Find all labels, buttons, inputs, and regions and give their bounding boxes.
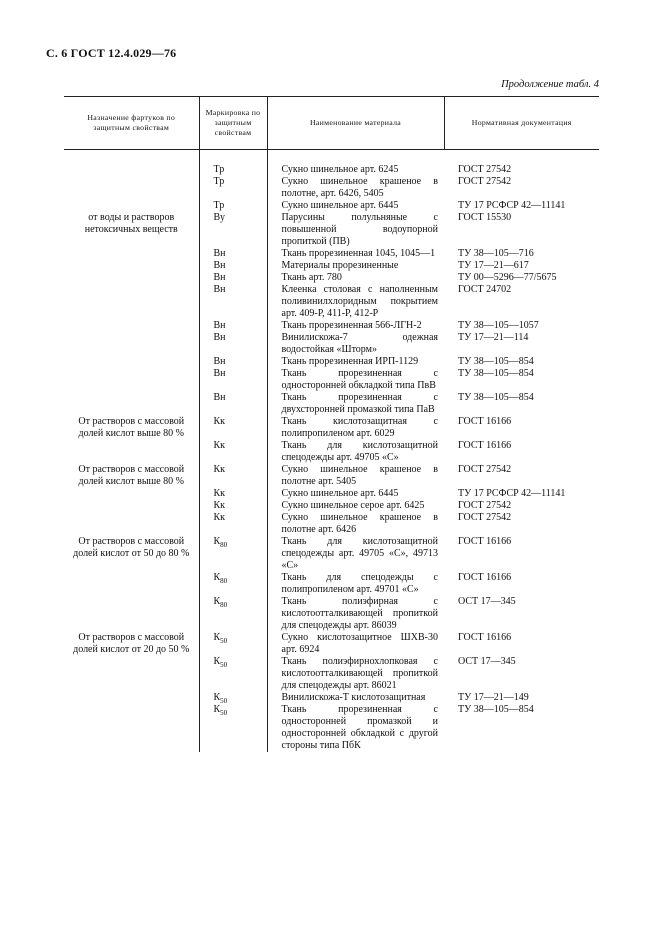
cell-marking bbox=[199, 356, 267, 368]
table-row bbox=[64, 392, 599, 416]
marking-code: К bbox=[213, 632, 221, 643]
table-row bbox=[64, 416, 599, 440]
table-row bbox=[64, 272, 599, 284]
table-row bbox=[64, 368, 599, 392]
cell-purpose bbox=[64, 596, 199, 632]
table-row bbox=[64, 632, 599, 656]
cell-documentation: ГОСТ 16166 bbox=[458, 632, 512, 643]
marking-code: К bbox=[213, 656, 221, 667]
table-row bbox=[64, 164, 599, 176]
table-row bbox=[64, 284, 599, 320]
cell-documentation: ГОСТ 16166 bbox=[458, 416, 512, 427]
cell-material: Винилискожа-7 одежная водостойкая «Шторм» bbox=[267, 332, 444, 356]
cell-material: Ткань прорезиненная с двухсторонней промазкой типа ПаВ bbox=[267, 392, 444, 416]
marking-code: Кк bbox=[213, 512, 226, 523]
cell-material: Ткань прорезиненная с односторонней промазкой и односторонней обкладкой с другой стороны типа ПбК bbox=[267, 704, 444, 752]
cell-purpose bbox=[64, 572, 199, 596]
cell-material: Сукно шинельное крашеное в полотне арт. 5405 bbox=[267, 464, 444, 488]
cell-marking bbox=[199, 272, 267, 284]
cell-marking bbox=[199, 176, 267, 200]
cell-documentation: ГОСТ 24702 bbox=[458, 284, 512, 295]
marking-code: Ву bbox=[213, 212, 226, 223]
marking-subscript: 50 bbox=[220, 709, 228, 717]
cell-marking bbox=[199, 692, 267, 704]
cell-marking bbox=[199, 212, 267, 248]
table-row bbox=[64, 692, 599, 704]
marking-code: Вн bbox=[213, 392, 226, 403]
column-header-purpose: Назначение фартуков по защитным свойствам bbox=[64, 97, 199, 150]
table-row bbox=[64, 356, 599, 368]
cell-marking bbox=[199, 284, 267, 320]
cell-documentation: ГОСТ 27542 bbox=[458, 512, 512, 523]
cell-marking bbox=[199, 200, 267, 212]
marking-code: К bbox=[213, 536, 221, 547]
table-body bbox=[64, 150, 599, 753]
table-row bbox=[64, 488, 599, 500]
table-row bbox=[64, 536, 599, 572]
cell-marking bbox=[199, 416, 267, 440]
cell-documentation: ГОСТ 15530 bbox=[458, 212, 512, 223]
cell-purpose bbox=[64, 260, 199, 272]
marking-code: Вн bbox=[213, 248, 226, 259]
table-row bbox=[64, 440, 599, 464]
marking-subscript: 50 bbox=[220, 697, 228, 705]
cell-purpose bbox=[64, 176, 199, 200]
column-header-material: Наименование материала bbox=[267, 97, 444, 150]
cell-purpose bbox=[64, 488, 199, 500]
table-row bbox=[64, 248, 599, 260]
cell-material: Ткань для кислотозащитной спецодежды арт. 49705 «С» bbox=[267, 440, 444, 464]
cell-marking bbox=[199, 488, 267, 500]
cell-marking bbox=[199, 512, 267, 536]
cell-documentation: ТУ 38—105—854 bbox=[458, 392, 534, 403]
table-row bbox=[64, 320, 599, 332]
marking-subscript: 80 bbox=[220, 601, 228, 609]
cell-material: Парусины полульняные с повышенной водоупорной пропиткой (ПВ) bbox=[267, 212, 444, 248]
marking-code: К bbox=[213, 596, 221, 607]
cell-material: Ткань полиэфирная с кислотоотталкивающей пропиткой для спецодежды арт. 86039 bbox=[267, 596, 444, 632]
cell-purpose bbox=[64, 500, 199, 512]
cell-documentation: ТУ 38—105—716 bbox=[458, 248, 534, 259]
cell-purpose bbox=[64, 332, 199, 356]
table-continuation-label: Продолжение табл. 4 bbox=[501, 79, 599, 90]
cell-material: Сукно кислотозащитное ШХВ-30 арт. 6924 bbox=[267, 632, 444, 656]
column-header-documentation: Нормативная документация bbox=[444, 97, 599, 150]
table-row bbox=[64, 656, 599, 692]
cell-documentation: ТУ 38—105—854 bbox=[458, 368, 534, 379]
cell-marking bbox=[199, 464, 267, 488]
cell-purpose bbox=[64, 356, 199, 368]
marking-code: Вн bbox=[213, 356, 226, 367]
cell-marking bbox=[199, 332, 267, 356]
cell-marking bbox=[199, 572, 267, 596]
cell-marking bbox=[199, 392, 267, 416]
cell-purpose bbox=[64, 392, 199, 416]
cell-marking bbox=[199, 632, 267, 656]
marking-code: Кк bbox=[213, 500, 226, 511]
marking-code: К bbox=[213, 692, 221, 703]
cell-purpose: От растворов с массовой долей кислот выше 80 % bbox=[78, 464, 185, 487]
table-row bbox=[64, 572, 599, 596]
marking-subscript: 50 bbox=[220, 637, 228, 645]
table-row bbox=[64, 176, 599, 200]
cell-documentation: ГОСТ 16166 bbox=[458, 440, 512, 451]
cell-purpose bbox=[64, 440, 199, 464]
cell-purpose bbox=[64, 164, 199, 176]
cell-purpose bbox=[64, 284, 199, 320]
marking-code: Вн bbox=[213, 284, 226, 295]
marking-subscript: 80 bbox=[220, 541, 228, 549]
cell-documentation: ГОСТ 27542 bbox=[458, 176, 512, 187]
table-row bbox=[64, 200, 599, 212]
cell-material: Сукно шинельное арт. 6245 bbox=[267, 164, 444, 176]
cell-documentation: ТУ 17—21—114 bbox=[458, 332, 529, 343]
marking-code: Вн bbox=[213, 320, 226, 331]
cell-marking bbox=[199, 164, 267, 176]
cell-documentation: ТУ 00—5296—77/5675 bbox=[458, 272, 557, 283]
cell-documentation: ГОСТ 16166 bbox=[458, 536, 512, 547]
cell-purpose bbox=[64, 272, 199, 284]
marking-code: Кк bbox=[213, 464, 226, 475]
cell-purpose bbox=[64, 656, 199, 692]
cell-purpose bbox=[64, 248, 199, 260]
cell-purpose bbox=[64, 704, 199, 752]
cell-documentation: ГОСТ 16166 bbox=[458, 572, 512, 583]
table-row bbox=[64, 500, 599, 512]
cell-material: Сукно шинельное серое арт. 6425 bbox=[267, 500, 444, 512]
cell-documentation: ОСТ 17—345 bbox=[458, 656, 516, 667]
cell-material: Сукно шинельное арт. 6445 bbox=[267, 488, 444, 500]
page-reference-header: С. 6 ГОСТ 12.4.029—76 bbox=[46, 46, 177, 60]
marking-code: Тр bbox=[213, 164, 225, 175]
cell-marking bbox=[199, 536, 267, 572]
table-row bbox=[64, 464, 599, 488]
cell-purpose bbox=[64, 320, 199, 332]
cell-marking bbox=[199, 704, 267, 752]
marking-code: К bbox=[213, 572, 221, 583]
table-row bbox=[64, 260, 599, 272]
marking-code: Тр bbox=[213, 176, 225, 187]
cell-marking bbox=[199, 596, 267, 632]
table-row bbox=[64, 212, 599, 248]
cell-material: Ткань полиэфирнохлопковая с кислотоотталкивающей пропиткой для спецодежды арт. 86021 bbox=[267, 656, 444, 692]
cell-material: Сукно шинельное крашеное в полотне арт. 6426 bbox=[267, 512, 444, 536]
cell-marking bbox=[199, 656, 267, 692]
cell-documentation: ТУ 17—21—617 bbox=[458, 260, 529, 271]
marking-code: Вн bbox=[213, 368, 226, 379]
cell-purpose bbox=[64, 692, 199, 704]
cell-material: Ткань кислотозащитная с полипропиленом арт. 6029 bbox=[267, 416, 444, 440]
marking-code: К bbox=[213, 704, 221, 715]
table-header-row bbox=[64, 97, 599, 150]
marking-code: Вн bbox=[213, 332, 226, 343]
marking-code: Кк bbox=[213, 416, 226, 427]
cell-material: Материалы прорезиненные bbox=[267, 260, 444, 272]
cell-purpose bbox=[64, 368, 199, 392]
materials-table bbox=[64, 96, 599, 752]
cell-documentation: ТУ 17 РСФСР 42—11141 bbox=[458, 200, 566, 211]
cell-marking bbox=[199, 500, 267, 512]
cell-documentation: ТУ 38—105—854 bbox=[458, 704, 534, 715]
cell-material: Ткань прорезиненная с односторонней обкладкой типа ПвВ bbox=[267, 368, 444, 392]
cell-purpose: От растворов с массовой долей кислот от 50 до 80 % bbox=[73, 536, 190, 559]
marking-code: Вн bbox=[213, 260, 226, 271]
cell-material: Винилискожа-Т кислотозащитная bbox=[267, 692, 444, 704]
cell-marking bbox=[199, 320, 267, 332]
cell-purpose bbox=[64, 200, 199, 212]
marking-code: Кк bbox=[213, 440, 226, 451]
marking-code: Вн bbox=[213, 272, 226, 283]
cell-documentation: ТУ 38—105—854 bbox=[458, 356, 534, 367]
marking-subscript: 80 bbox=[220, 577, 228, 585]
cell-marking bbox=[199, 440, 267, 464]
cell-purpose: от воды и растворов нетоксичных веществ bbox=[84, 212, 178, 235]
cell-purpose bbox=[64, 512, 199, 536]
cell-documentation: ТУ 17—21—149 bbox=[458, 692, 529, 703]
cell-material: Ткань прорезиненная 1045, 1045—1 bbox=[267, 248, 444, 260]
cell-documentation: ОСТ 17—345 bbox=[458, 596, 516, 607]
marking-subscript: 50 bbox=[220, 661, 228, 669]
table-spacer-row bbox=[64, 150, 599, 165]
marking-code: Тр bbox=[213, 200, 225, 211]
cell-documentation: ГОСТ 27542 bbox=[458, 464, 512, 475]
table-row bbox=[64, 596, 599, 632]
cell-documentation: ГОСТ 27542 bbox=[458, 164, 512, 175]
cell-documentation: ТУ 38—105—1057 bbox=[458, 320, 539, 331]
cell-material: Клеенка столовая с наполненным поливинилхлоридным покрытием арт. 409-Р, 411-Р, 412-Р bbox=[267, 284, 444, 320]
cell-material: Ткань прорезиненная ИРП-1129 bbox=[267, 356, 444, 368]
cell-material: Ткань прорезиненная 566-ЛГН-2 bbox=[267, 320, 444, 332]
cell-marking bbox=[199, 248, 267, 260]
cell-documentation: ГОСТ 27542 bbox=[458, 500, 512, 511]
cell-material: Ткань для кислотозащитной спецодежды арт. 49705 «С», 49713 «С» bbox=[267, 536, 444, 572]
cell-material: Сукно шинельное арт. 6445 bbox=[267, 200, 444, 212]
table-row bbox=[64, 512, 599, 536]
marking-code: Кк bbox=[213, 488, 226, 499]
cell-material: Сукно шинельное крашеное в полотне, арт. 6426, 5405 bbox=[267, 176, 444, 200]
cell-material: Ткань для спецодежды с полипропиленом арт. 49701 «С» bbox=[267, 572, 444, 596]
table-row bbox=[64, 704, 599, 752]
cell-purpose: От растворов с массовой долей кислот выше 80 % bbox=[78, 416, 185, 439]
column-header-marking: Маркировка по защитным свойствам bbox=[199, 97, 267, 150]
cell-material: Ткань арт. 780 bbox=[267, 272, 444, 284]
cell-marking bbox=[199, 260, 267, 272]
cell-documentation: ТУ 17 РСФСР 42—11141 bbox=[458, 488, 566, 499]
cell-marking bbox=[199, 368, 267, 392]
table-row bbox=[64, 332, 599, 356]
cell-purpose: От растворов с массовой долей кислот от 20 до 50 % bbox=[73, 632, 190, 655]
